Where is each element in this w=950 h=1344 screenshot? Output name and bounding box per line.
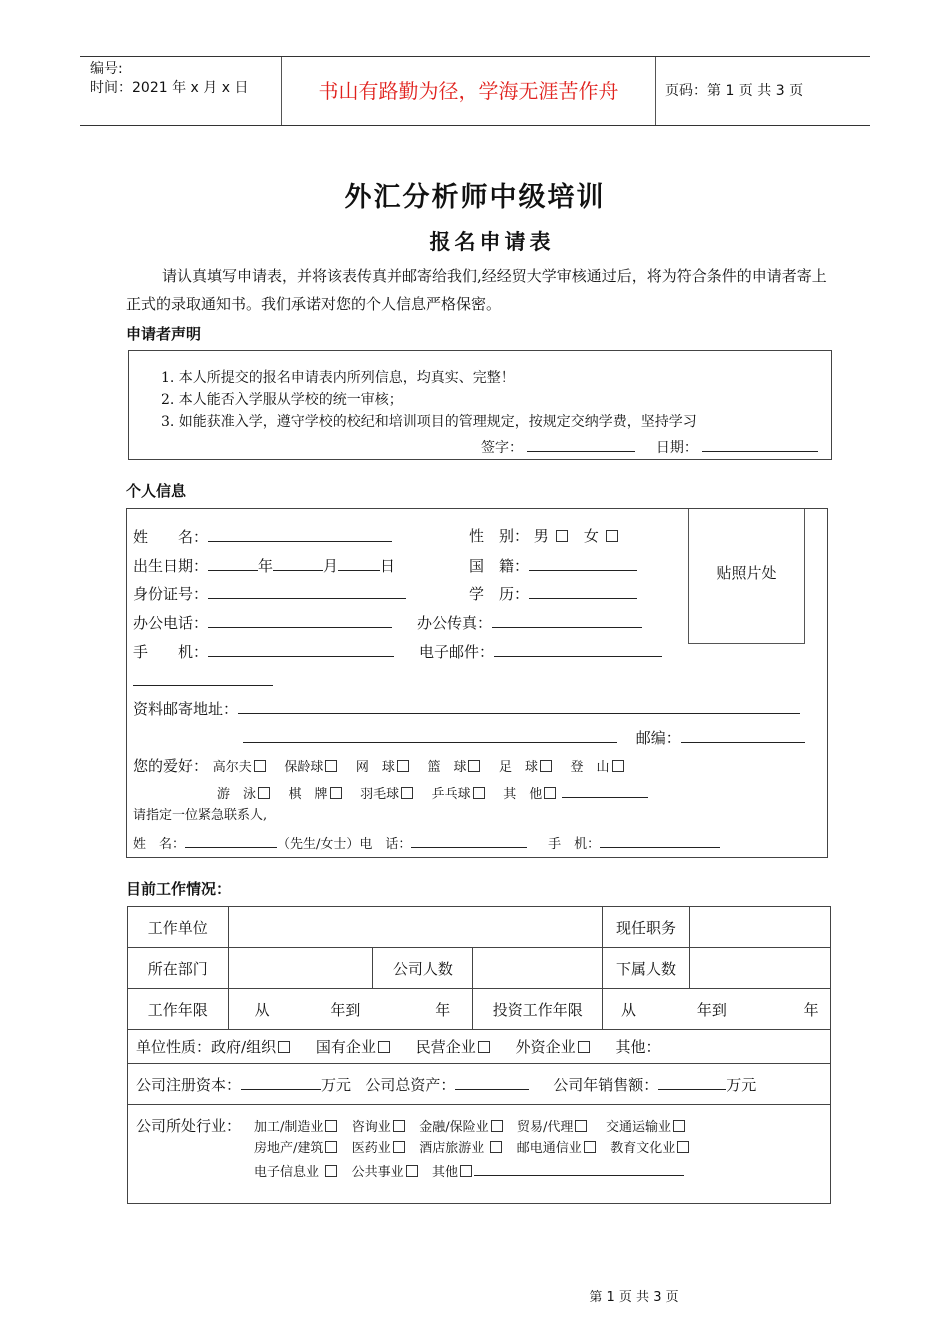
number-label: 编号:	[90, 61, 123, 77]
hobby-hiking-checkbox[interactable]	[612, 760, 624, 772]
declaration-item-2: 2. 本人能否入学服从学校的统一审核；	[161, 392, 403, 408]
industry-consulting-checkbox[interactable]	[393, 1120, 405, 1132]
birth-label: 出生日期：	[133, 557, 209, 575]
year-to-label: 年到	[696, 1000, 727, 1019]
name-label: 姓 名：	[133, 528, 209, 546]
org-gov-checkbox[interactable]	[278, 1041, 290, 1053]
invest-years-field[interactable]	[603, 989, 831, 1030]
industry-hotel-checkbox[interactable]	[490, 1141, 502, 1153]
annual-sales-label: 公司年销售额：	[553, 1076, 659, 1094]
emergency-mobile-label: 手 机：	[548, 837, 601, 852]
office-phone-field[interactable]	[208, 611, 392, 628]
hobby-hiking-label: 登 山	[570, 760, 610, 775]
date-field[interactable]	[702, 435, 818, 452]
address-field-line2[interactable]	[243, 726, 617, 743]
year-to-label: 年到	[330, 1000, 361, 1019]
industry-hotel-label: 酒店旅游业	[419, 1141, 485, 1156]
name-field[interactable]	[208, 525, 392, 542]
address-field[interactable]	[238, 697, 800, 714]
declaration-item-1: 1. 本人所提交的报名申请表内所列信息，均真实、完整！	[161, 370, 515, 386]
reg-capital-field[interactable]	[241, 1073, 321, 1090]
hobby-football-checkbox[interactable]	[540, 760, 552, 772]
industry-realestate-label: 房地产/建筑	[254, 1141, 324, 1156]
org-state-label: 国有企业	[315, 1038, 376, 1056]
hobby-other-field[interactable]	[562, 781, 648, 798]
emergency-name-field[interactable]	[185, 831, 277, 848]
declaration-box	[128, 350, 832, 460]
hobby-football-label: 足 球	[498, 760, 538, 775]
hobby-basketball-checkbox[interactable]	[468, 760, 480, 772]
office-fax-field[interactable]	[492, 611, 642, 628]
org-private-label: 民营企业	[415, 1038, 476, 1056]
org-gov-label: 政府/组织	[211, 1038, 277, 1056]
table-row	[128, 1030, 831, 1064]
hobby-chess-checkbox[interactable]	[330, 787, 342, 799]
birth-year-field[interactable]	[208, 554, 258, 571]
org-other-label: 其他：	[615, 1038, 661, 1056]
industry-other-field[interactable]	[474, 1159, 684, 1176]
id-field[interactable]	[208, 582, 406, 599]
industry-other-label: 其他	[431, 1165, 458, 1180]
male-label: 男	[533, 527, 549, 545]
org-foreign-checkbox[interactable]	[578, 1041, 590, 1053]
industry-row	[128, 1105, 831, 1204]
signature-label: 签字：	[481, 440, 523, 456]
emergency-prompt: 请指定一位紧急联系人,	[133, 808, 268, 823]
table-row	[128, 1105, 831, 1204]
mobile-label: 手 机：	[133, 643, 209, 661]
org-type-label: 单位性质：	[136, 1038, 212, 1056]
mobile-field[interactable]	[208, 640, 394, 657]
address-label: 资料邮寄地址：	[133, 700, 239, 718]
unit-label: 万元	[726, 1076, 757, 1094]
emergency-phone-label: （先生/女士）电 话：	[277, 837, 412, 852]
industry-manufacturing-label: 加工/制造业	[254, 1120, 324, 1135]
org-private-checkbox[interactable]	[478, 1041, 490, 1053]
hobby-tennis-checkbox[interactable]	[397, 760, 409, 772]
invest-years-label: 投资工作年限	[473, 989, 603, 1030]
personal-info-box	[126, 508, 828, 858]
female-label: 女	[583, 527, 599, 545]
industry-label: 公司所处行业：	[136, 1117, 242, 1135]
org-type-row	[128, 1030, 831, 1064]
subordinates-label: 下属人数	[603, 948, 690, 989]
hobby-other-checkbox[interactable]	[544, 787, 556, 799]
years-field[interactable]	[228, 989, 473, 1030]
industry-telecom-checkbox[interactable]	[584, 1141, 596, 1153]
time-label: 时间：2021 年 x 月 x 日	[90, 80, 249, 96]
industry-electronics-checkbox[interactable]	[325, 1165, 337, 1177]
hobby-bowling-checkbox[interactable]	[325, 760, 337, 772]
reg-capital-label: 公司注册资本：	[136, 1076, 242, 1094]
hobby-chess-label: 棋 牌	[288, 787, 328, 802]
hobby-swimming-label: 游 泳	[217, 787, 257, 802]
years-label: 工作年限	[128, 989, 229, 1030]
table-row	[128, 948, 831, 989]
education-field[interactable]	[529, 582, 637, 599]
hobby-swimming-checkbox[interactable]	[258, 787, 270, 799]
industry-consulting-label: 咨询业	[351, 1120, 391, 1135]
zip-field[interactable]	[681, 726, 805, 743]
company-size-field[interactable]	[473, 948, 603, 989]
hobby-basketball-label: 篮 球	[427, 760, 467, 775]
org-foreign-label: 外资企业	[515, 1038, 576, 1056]
email-continuation-field[interactable]	[133, 669, 273, 686]
declaration-item-3: 3. 如能获准入学，遵守学校的校纪和培训项目的管理规定，按规定交纳学费，坚持学习	[161, 414, 697, 430]
industry-education-label: 教育文化业	[610, 1141, 676, 1156]
female-checkbox[interactable]	[606, 530, 618, 542]
hobby-tennis-label: 网 球	[355, 760, 395, 775]
industry-pharma-label: 医药业	[351, 1141, 391, 1156]
document-title: 外汇分析师中级培训	[344, 182, 606, 213]
year-label: 年	[258, 557, 274, 575]
header-page-info: 页码：第 1 页 共 3 页	[665, 83, 804, 99]
industry-transport-label: 交通运输业	[605, 1120, 671, 1135]
emergency-mobile-field[interactable]	[600, 831, 720, 848]
table-row	[128, 989, 831, 1030]
hobby-golf-label: 高尔夫	[212, 760, 252, 775]
hobby-pingpong-checkbox[interactable]	[473, 787, 485, 799]
industry-realestate-checkbox[interactable]	[325, 1141, 337, 1153]
industry-finance-label: 金融/保险业	[419, 1120, 489, 1135]
email-field[interactable]	[494, 640, 662, 657]
table-row	[128, 1064, 831, 1105]
industry-public-checkbox[interactable]	[406, 1165, 418, 1177]
position-field[interactable]	[690, 907, 831, 948]
hobby-other-label: 其 他	[503, 787, 543, 802]
industry-trade-checkbox[interactable]	[575, 1120, 587, 1132]
employer-label: 工作单位	[128, 907, 229, 948]
department-field[interactable]	[228, 948, 373, 989]
industry-pharma-checkbox[interactable]	[393, 1141, 405, 1153]
total-assets-label: 公司总资产：	[365, 1076, 456, 1094]
org-state-checkbox[interactable]	[378, 1041, 390, 1053]
document-subtitle: 报名申请表	[429, 229, 555, 254]
industry-electronics-label: 电子信息业	[254, 1165, 320, 1180]
education-label: 学 历：	[469, 585, 530, 603]
header-meta	[80, 57, 282, 125]
annual-sales-field[interactable]	[658, 1073, 726, 1090]
department-label: 所在部门	[128, 948, 229, 989]
personal-heading: 个人信息	[126, 482, 187, 500]
male-checkbox[interactable]	[556, 530, 568, 542]
company-size-label: 公司人数	[373, 948, 473, 989]
industry-education-checkbox[interactable]	[677, 1141, 689, 1153]
hobby-label: 您的爱好：	[133, 757, 209, 775]
hobby-badminton-checkbox[interactable]	[401, 787, 413, 799]
from-label: 从	[254, 1000, 270, 1019]
emergency-phone-field[interactable]	[411, 831, 527, 848]
office-phone-label: 办公电话：	[133, 614, 209, 632]
emergency-name-label: 姓 名：	[133, 837, 186, 852]
year-label: 年	[803, 1000, 819, 1019]
industry-telecom-label: 邮电通信业	[516, 1141, 582, 1156]
email-label: 电子邮件：	[419, 643, 495, 661]
work-heading: 目前工作情况：	[126, 880, 232, 898]
table-row	[128, 907, 831, 948]
nationality-field[interactable]	[529, 554, 637, 571]
industry-manufacturing-checkbox[interactable]	[325, 1120, 337, 1132]
year-label: 年	[435, 1000, 451, 1019]
position-label: 现任职务	[603, 907, 690, 948]
industry-transport-checkbox[interactable]	[673, 1120, 685, 1132]
page-footer: 第 1 页 共 3 页	[589, 1290, 679, 1305]
gender-label: 性 别：	[469, 527, 530, 545]
office-fax-label: 办公传真：	[417, 614, 493, 632]
unit-label: 万元	[321, 1076, 352, 1094]
date-label: 日期：	[655, 440, 698, 456]
page-header	[80, 56, 870, 126]
birth-day-field[interactable]	[338, 554, 380, 571]
day-label: 日	[380, 557, 396, 575]
employer-field[interactable]	[228, 907, 602, 948]
id-label: 身份证号：	[133, 585, 209, 603]
photo-placeholder[interactable]: 贴照片处	[688, 509, 805, 644]
nationality-label: 国 籍：	[469, 557, 530, 575]
from-label: 从	[621, 1000, 637, 1019]
work-table	[127, 906, 831, 1204]
industry-public-label: 公共事业	[351, 1165, 404, 1180]
capital-row	[128, 1064, 831, 1105]
header-motto: 书山有路勤为径，学海无涯苦作舟	[282, 57, 656, 125]
industry-finance-checkbox[interactable]	[491, 1120, 503, 1132]
declaration-heading: 申请者声明	[126, 325, 202, 343]
month-label: 月	[323, 557, 339, 575]
hobby-badminton-label: 羽毛球	[360, 787, 400, 802]
industry-trade-label: 贸易/代理	[517, 1120, 574, 1135]
hobby-golf-checkbox[interactable]	[254, 760, 266, 772]
birth-month-field[interactable]	[273, 554, 323, 571]
total-assets-field[interactable]	[455, 1073, 529, 1090]
intro-paragraph: 请认真填写申请表，并将该表传真并邮寄给我们,经经贸大学审核通过后，将为符合条件的申请者寄上正式的录取通知书。我们承诺对您的个人信息严格保密。	[126, 267, 827, 313]
subordinates-field[interactable]	[690, 948, 831, 989]
industry-other-checkbox[interactable]	[460, 1165, 472, 1177]
signature-field[interactable]	[527, 435, 635, 452]
hobby-pingpong-label: 乒乓球	[431, 787, 471, 802]
zip-label: 邮编：	[635, 729, 681, 747]
hobby-bowling-label: 保龄球	[284, 760, 324, 775]
